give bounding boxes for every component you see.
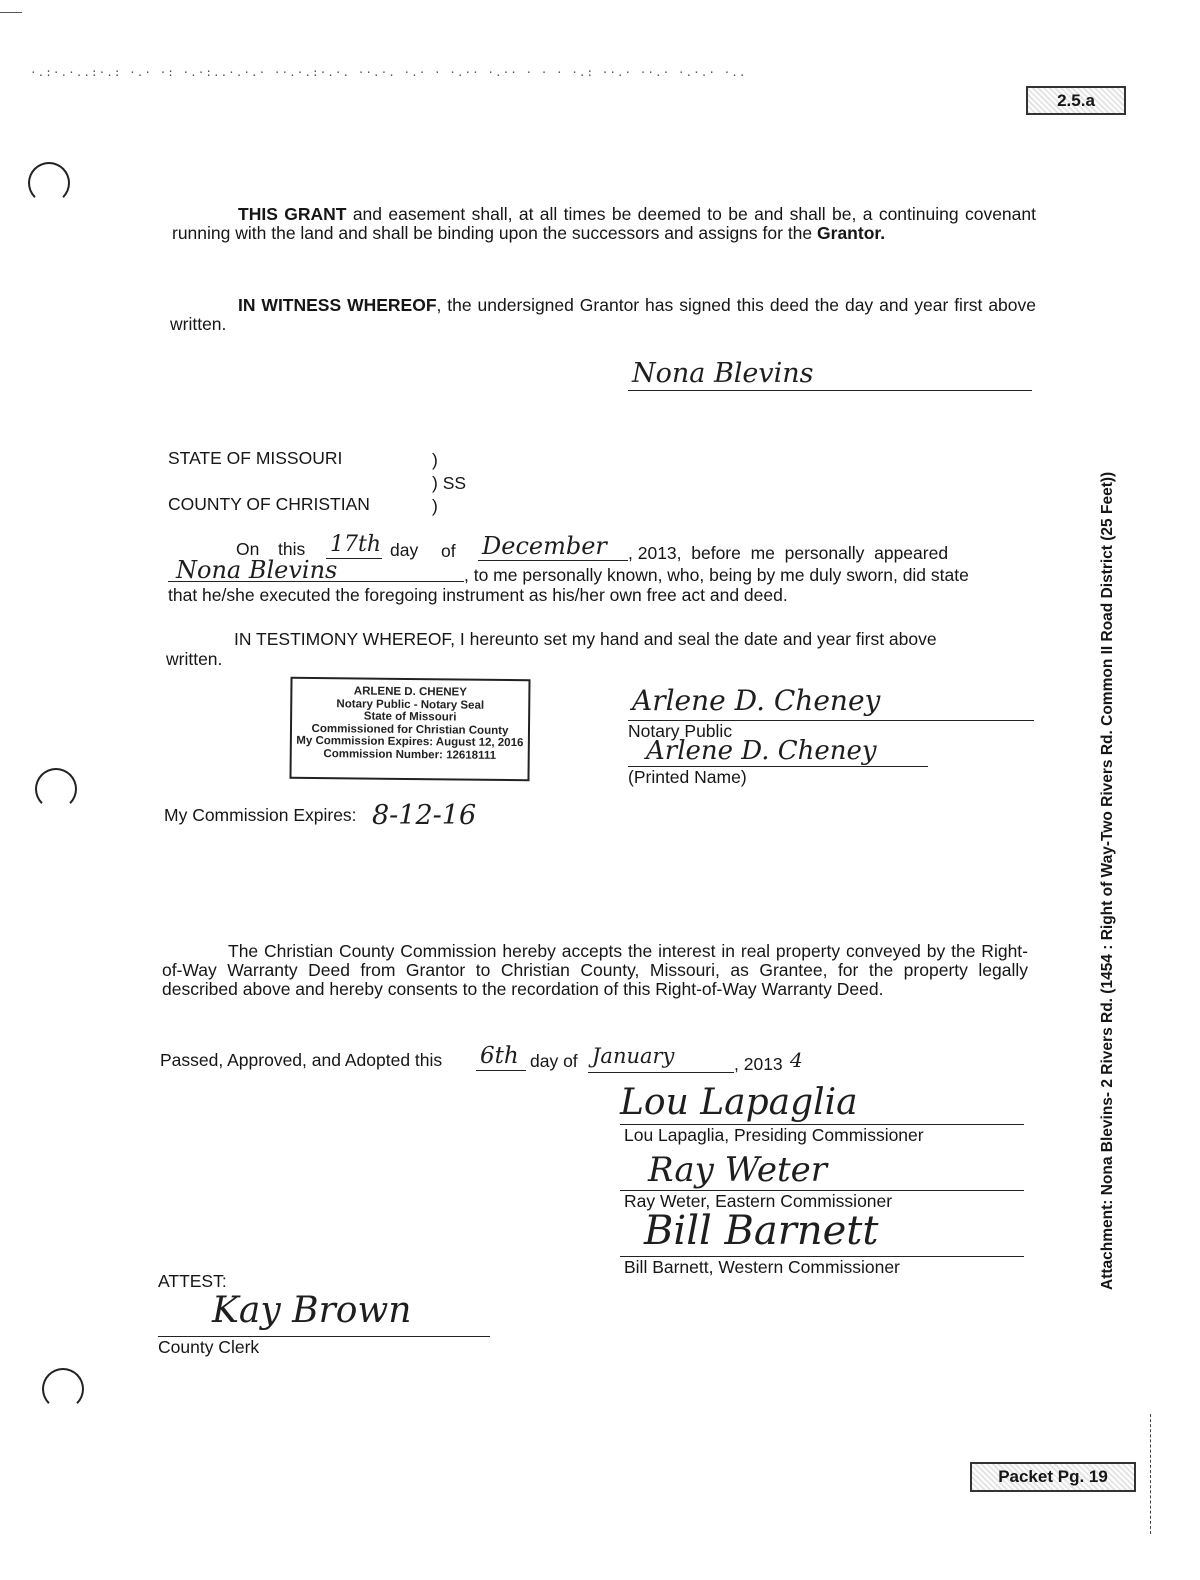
ack-month-handwritten: December [482, 532, 607, 560]
ack-on: On [236, 539, 260, 559]
passed-month-line [588, 1072, 734, 1073]
commission-expires-label: My Commission Expires: [164, 805, 357, 825]
clerk-signature: Kay Brown [212, 1290, 412, 1331]
ack-name-handwritten: Nona Blevins [176, 556, 338, 584]
grant-paragraph [172, 205, 1036, 243]
ack-rest-2: that he/she executed the foregoing instrument as his/her own free act and deed. [168, 585, 788, 605]
notary-seal-stamp [289, 677, 530, 782]
printed-name-label: (Printed Name) [628, 767, 747, 787]
eastern-signature: Ray Weter [648, 1150, 827, 1190]
ack-this: this [278, 539, 306, 559]
presiding-label: Lou Lapaglia, Presiding Commissioner [624, 1125, 924, 1145]
margin-rule [1150, 1414, 1151, 1534]
witness-lead: IN WITNESS WHEREOF [238, 295, 437, 315]
passed-text: Passed, Approved, and Adopted this [160, 1050, 443, 1070]
testimony-line-1: IN TESTIMONY WHEREOF, I hereunto set my hand and seal the date and year first above [234, 629, 937, 649]
commission-expires-handwritten: 8-12-16 [372, 800, 477, 831]
commission-paragraph: The Christian County Commission hereby accepts the interest in real property conveyed by the Right-of-Way Warranty Deed from Grantor to Christian County, Missouri, as Grantee, for the property legally described above and hereby consents to the recordation of this Right-of-Way Warranty Deed. [162, 941, 1028, 999]
passed-day-of: day of [530, 1051, 578, 1071]
venue-county: COUNTY OF CHRISTIAN [168, 494, 370, 514]
grant-lead: THIS GRANT [238, 204, 347, 224]
punch-hole [28, 162, 70, 204]
clerk-label: County Clerk [158, 1337, 260, 1357]
attest-label: ATTEST: [158, 1271, 227, 1291]
packet-page-badge: Packet Pg. 19 [970, 1462, 1136, 1492]
ack-year-text: , 2013, before me personally appeared [628, 543, 949, 563]
passed-day-handwritten: 6th [480, 1043, 519, 1069]
punch-hole [42, 1368, 84, 1410]
notary-printed-name: Arlene D. Cheney [646, 736, 877, 766]
side-attachment-label: Attachment: Nona Blevins- 2 Rivers Rd. (1454 : Right of Way-Two Rivers Rd. Common II Road District (25 Feet)) [1099, 471, 1116, 1290]
passed-year-correction: 4 [790, 1048, 803, 1072]
grantor-signature: Nona Blevins [632, 358, 814, 389]
scan-noise: ·.:·.·..:·.: ·.· ·: ·.·:..·.·.· ··.·.:·.·. ··.·. ·.· · ·.·· ·.·· · · · ·.: ··.· ··.· ·.·.· ·.. [30, 66, 747, 79]
notary-public-label: Notary Public [628, 721, 733, 741]
ack-day-label: day [390, 540, 419, 560]
ack-of: of [441, 541, 456, 561]
seal-line: Notary Public - Notary Seal [336, 697, 485, 712]
presiding-signature: Lou Lapaglia [620, 1082, 858, 1123]
ack-name-line [168, 581, 464, 582]
ack-rest-1: , to me personally known, who, being by me duly sworn, did state [464, 565, 969, 585]
ack-month-line [478, 560, 628, 561]
seal-line: State of Missouri [363, 710, 457, 724]
passed-day-line [476, 1070, 526, 1071]
page-id-badge: 2.5.a [1026, 86, 1126, 115]
passed-month-handwritten: January [592, 1044, 675, 1068]
seal-line: Commission Number: 12618111 [323, 747, 497, 762]
seal-line: My Commission Expires: August 12, 2016 [296, 734, 524, 750]
venue-state: STATE OF MISSOURI [168, 448, 343, 468]
eastern-label: Ray Weter, Eastern Commissioner [624, 1191, 893, 1211]
top-rule [0, 12, 22, 13]
witness-paragraph [170, 296, 1036, 334]
venue-ss: ) SS [432, 473, 467, 493]
venue-paren-1: ) [432, 450, 438, 470]
witness-text: , the undersigned Grantor has signed this deed the day and year first above written. [170, 295, 1036, 334]
seal-line: Commissioned for Christian County [311, 722, 509, 737]
grant-tail: Grantor. [817, 223, 886, 243]
western-signature: Bill Barnett [644, 1208, 879, 1254]
testimony-line-2: written. [166, 649, 223, 669]
punch-hole [35, 768, 77, 810]
western-label: Bill Barnett, Western Commissioner [624, 1257, 900, 1277]
venue-paren-2: ) [432, 496, 438, 516]
seal-line: ARLENE D. CHENEY [353, 685, 467, 699]
grant-text: and easement shall, at all times be deemed to be and shall be, a continuing covenant running with the land and shall be binding upon the successors and assigns for the [172, 204, 1036, 243]
ack-day-handwritten: 17th [330, 532, 382, 557]
passed-year: , 2013 [734, 1054, 783, 1074]
notary-signature: Arlene D. Cheney [632, 684, 881, 717]
grantor-signature-line [628, 390, 1032, 391]
